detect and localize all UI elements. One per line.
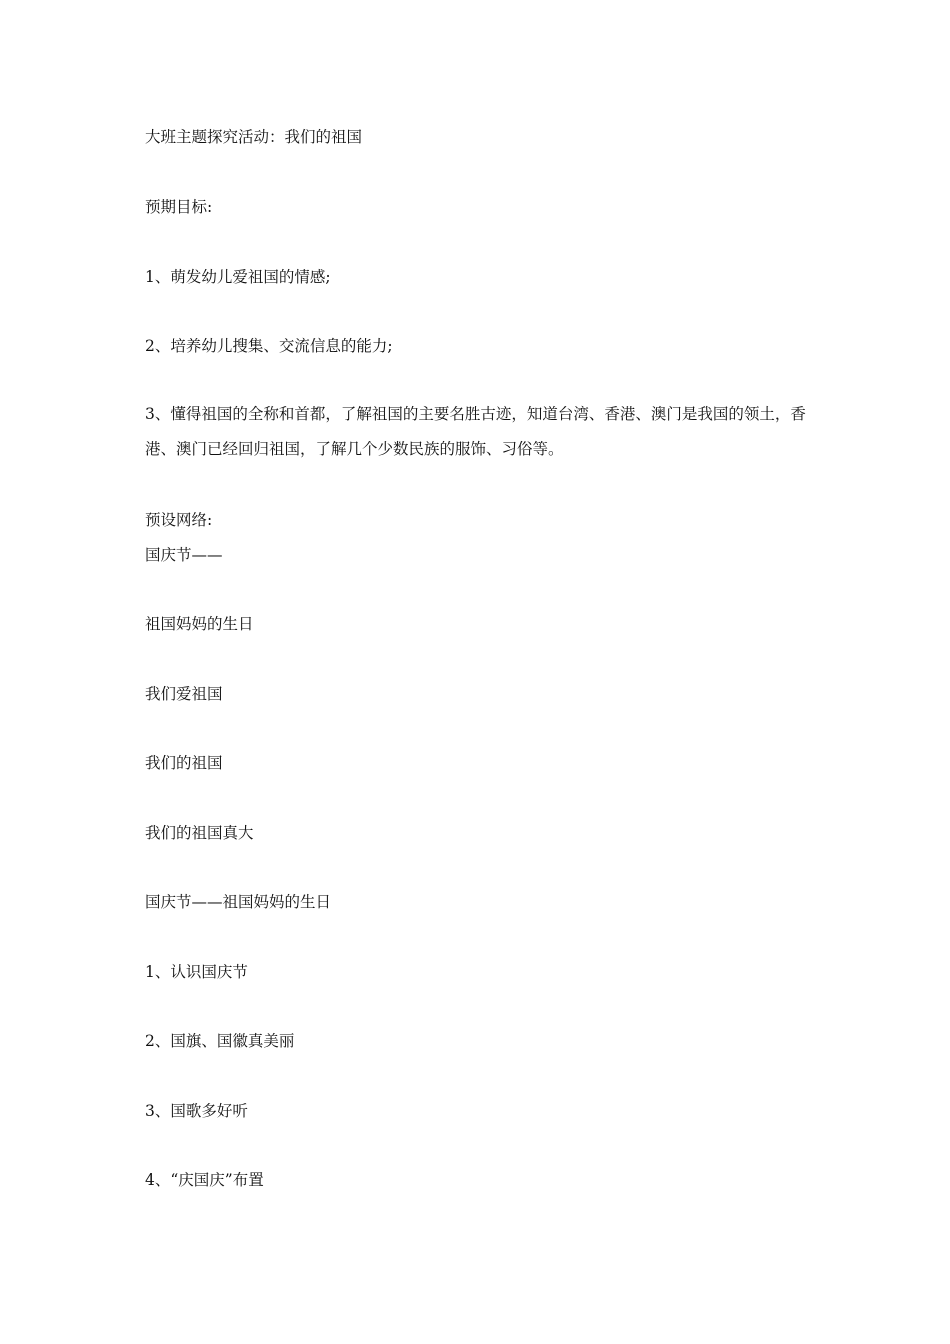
section-item: 3、国歌多好听 <box>145 1102 248 1120</box>
goals-heading: 预期目标: <box>145 198 213 216</box>
section-item: 1、认识国庆节 <box>145 963 248 981</box>
network-item: 祖国妈妈的生日 <box>145 615 254 633</box>
network-item: 我们的祖国 <box>145 754 223 772</box>
section-title: 国庆节——祖国妈妈的生日 <box>145 893 332 911</box>
network-item: 国庆节—— <box>145 546 223 564</box>
goal-item: 3、懂得祖国的全称和首都，了解祖国的主要名胜古迹，知道台湾、香港、澳门是我国的领土，香港、澳门已经回归祖国，了解几个少数民族的服饰、习俗等。 <box>145 405 806 458</box>
network-item: 我们爱祖国 <box>145 685 223 703</box>
network-heading: 预设网络: <box>145 511 213 529</box>
goal-item: 2、培养幼儿搜集、交流信息的能力; <box>145 337 393 355</box>
section-item: 4、“庆国庆”布置 <box>145 1171 264 1189</box>
goal-item: 1、萌发幼儿爱祖国的情感; <box>145 268 331 286</box>
document-title: 大班主题探究活动：我们的祖国 <box>145 128 363 146</box>
section-item: 2、国旗、国徽真美丽 <box>145 1032 295 1050</box>
network-item: 我们的祖国真大 <box>145 824 254 842</box>
